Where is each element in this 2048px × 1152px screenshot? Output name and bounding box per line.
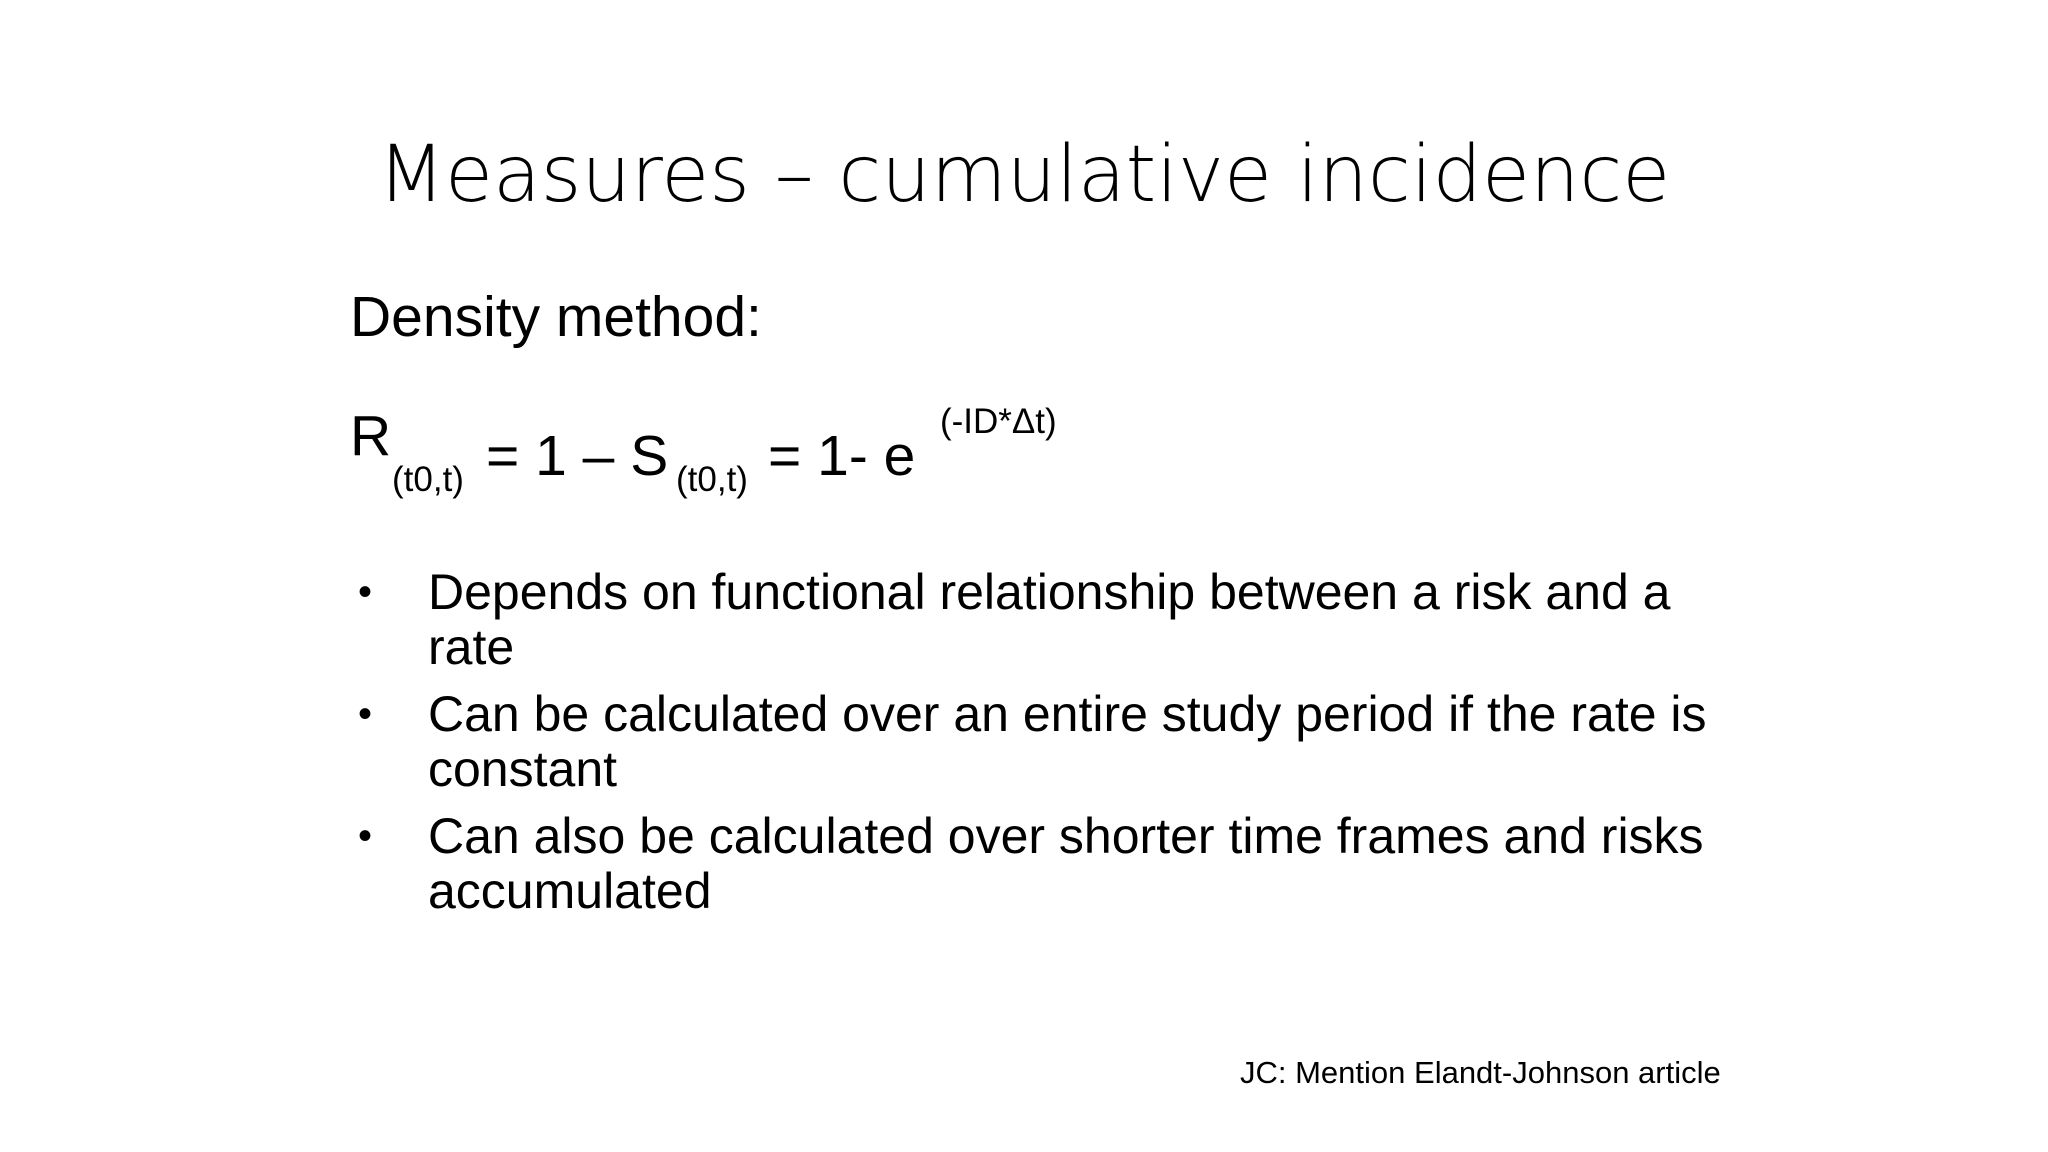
formula-s-subscript: (t0,t) [676, 460, 748, 499]
bullet-text: Depends on functional relationship between a risk and a rate [428, 564, 1671, 675]
bullet-icon: • [358, 814, 373, 858]
slide-title: Measures – cumulative incidence [377, 130, 1671, 220]
subheading: Density method: [350, 285, 762, 349]
formula-exponent: (-ID*Δt) [940, 402, 1057, 441]
formula-r-subscript: (t0,t) [392, 460, 464, 499]
bullet-list [350, 565, 1750, 931]
speaker-note: JC: Mention Elandt-Johnson article [1240, 1055, 1721, 1090]
bullet-item [350, 809, 1750, 919]
bullet-text: Can also be calculated over shorter time frames and risks accumulated [428, 808, 1704, 919]
formula-equals-one-minus-s: = 1 – S [486, 424, 669, 488]
bullet-item [350, 687, 1750, 797]
bullet-item [350, 565, 1750, 675]
bullet-icon: • [358, 570, 373, 614]
formula-r: R [350, 404, 392, 468]
bullet-text: Can be calculated over an entire study period if the rate is constant [428, 686, 1707, 797]
formula-equals-one-minus-e: = 1- e [768, 424, 916, 488]
formula [350, 400, 1250, 510]
bullet-icon: • [358, 692, 373, 736]
